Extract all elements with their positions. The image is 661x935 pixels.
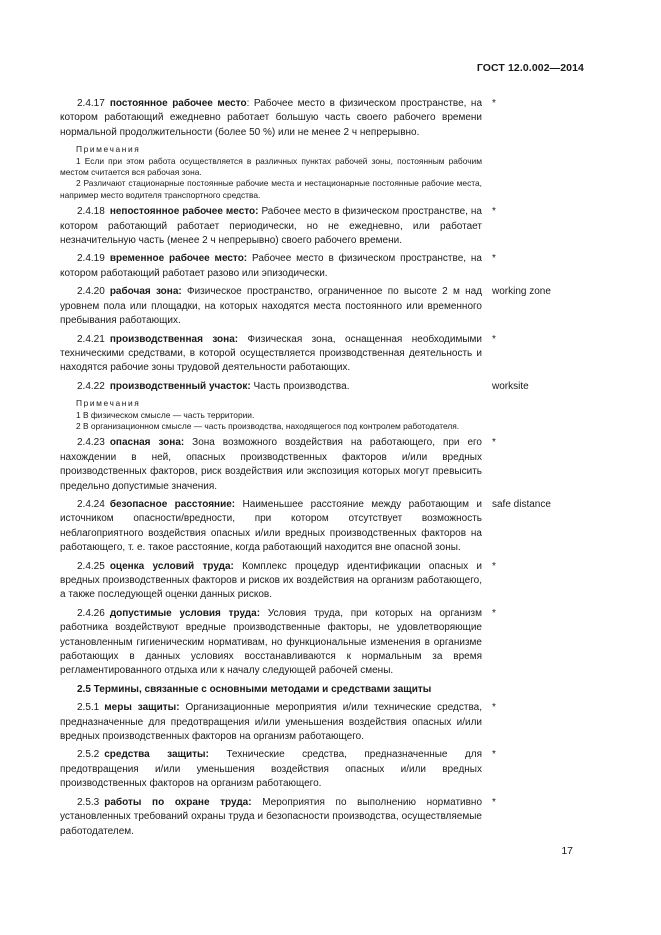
term-name: допустимые условия труда: (109, 607, 261, 619)
term-name: меры защиты: (104, 702, 180, 714)
term-entry-2-4-25 (60, 560, 598, 603)
term-number: 2.4.23 (77, 437, 105, 449)
term-definition: Технические средства, предназначенные для предотвращения и/или уменьшения воздействия опасных и/или вредных производственных факторов на организм работающего. (60, 749, 482, 790)
term-definition: Часть производства. (250, 380, 350, 392)
term-entry-2-4-17 (60, 97, 598, 140)
term-definition: Комплекс процедур идентификации опасных и вредных производственных факторов и рисков их воздействия на организм работающего, а также последующей оценки данных рисков. (60, 560, 482, 601)
term-entry-2-4-24 (60, 498, 598, 556)
term-equivalent: * (492, 796, 496, 808)
term-text (60, 97, 482, 140)
term-text (60, 205, 482, 248)
term-definition: Зона возможного воздействия на работающего, при его нахождении в ней, опасных производственных факторов и/или вредных производственных факторов, риск воздействия или экспозиция которых могут превысить предельно допустимые значения. (60, 437, 482, 492)
term-definition: Условия труда, при которых на организм работника воздействуют вредные производственные факторы, не удовлетворяющие установленным гигиеническим нормативам, но функциональные изменения в организме работающих в данных условиях восстанавливаются к нормальным за время регламентированного отдыха или к началу следующей рабочей смены. (60, 607, 483, 677)
term-name: безопасное расстояние: (109, 498, 236, 510)
term-entry-2-4-21 (60, 333, 598, 376)
term-number: 2.4.19 (77, 253, 105, 265)
notes-block-1 (60, 144, 482, 201)
term-entry-2-5-2 (60, 748, 598, 791)
note-item: 1 В физическом смысле — часть территории. (76, 409, 255, 420)
term-text (60, 701, 482, 744)
term-entry-2-4-22 (60, 380, 598, 394)
term-definition: Физическая зона, оснащенная необходимыми техническими средствами, в которой осуществляется производственная деятельность и находятся рабочие зоны трудовой деятельности работающих. (60, 333, 482, 374)
term-entry-2-4-23 (60, 436, 598, 494)
term-number: 2.4.22 (77, 380, 105, 392)
term-equivalent: * (492, 206, 496, 218)
term-equivalent: * (492, 560, 496, 572)
term-definition: Наименьшее расстояние между работающим и источником опасности/вредности, при котором отсутствует возможность неблагоприятного воздействия опасных и/или вредных производственных факторов на работающего, т. е. такое расстояние, когда работающий находится вне опасной зоны. (60, 498, 482, 554)
term-definition: Рабочее место в физическом пространстве, на котором работающий работает периодически, но не ежедневно, или работает незначительную часть (менее 2 ч непрерывно) своего рабочего времени. (60, 206, 482, 247)
term-number: 2.4.18 (77, 206, 105, 218)
term-number: 2.4.17 (77, 98, 105, 109)
note-item: 1 Если при этом работа осуществляется в различных пунктах рабочей зоны, постоянным рабочим местом считается вся рабочая зона. (60, 155, 482, 178)
term-text (60, 285, 482, 328)
section-heading-2-5: 2.5 Термины, связанные с основными методами и средствами защиты (77, 683, 432, 695)
term-text (60, 748, 482, 791)
term-entry-2-4-19 (60, 252, 598, 281)
term-definition: Организационные мероприятия и/или технические средства, предназначенные для предотвращения и/или уменьшения воздействия опасных и/или вредных производственных факторов на организм работающего. (60, 702, 482, 743)
term-text (60, 796, 482, 839)
term-entry-2-4-20 (60, 285, 598, 328)
term-text (60, 380, 482, 394)
term-number: 2.4.20 (77, 286, 105, 298)
term-name: производственная зона: (109, 333, 239, 345)
term-name: средства защиты: (104, 749, 209, 761)
term-number: 2.4.21 (77, 333, 105, 345)
term-separator: : (246, 98, 250, 109)
term-definition: Рабочее место в физическом пространстве, на котором работающий работает разово или эпизодически. (60, 253, 482, 279)
term-entry-2-5-1 (60, 701, 598, 744)
term-name: временное рабочее место: (109, 253, 248, 265)
term-entry-2-5-3 (60, 796, 598, 839)
term-text (60, 436, 482, 494)
notes-title: Примечания (76, 398, 141, 409)
notes-title: Примечания (76, 144, 141, 155)
term-number: 2.5.3 (77, 796, 100, 808)
term-text (60, 333, 482, 376)
term-equivalent: safe distance (492, 498, 551, 510)
term-number: 2.4.26 (77, 607, 105, 619)
term-equivalent: * (492, 437, 496, 449)
term-definition: Рабочее место в физическом пространстве, на котором работающий ежедневно работает большую часть своего рабочего времени нормальной продолжительности (более 50 %) или не менее 2 ч непрерывно. (60, 98, 483, 138)
term-name: рабочая зона: (109, 286, 182, 298)
term-equivalent: * (492, 253, 496, 265)
term-number: 2.5.1 (77, 702, 100, 714)
term-number: 2.4.24 (77, 498, 105, 510)
term-equivalent: * (492, 98, 496, 109)
term-name: опасная зона: (109, 437, 185, 449)
term-equivalent: * (492, 333, 496, 345)
note-item: 2 В организационном смысле — часть производства, находящегося под контролем работодателя. (76, 420, 460, 431)
term-name: оценка условий труда: (109, 560, 234, 572)
page-number: 17 (561, 845, 573, 857)
term-text (60, 607, 482, 679)
term-definition: Мероприятия по выполнению нормативно установленных требований охраны труда и безопасности производства, осуществляемые работодателем. (60, 796, 482, 837)
term-name: непостоянное рабочее место: (109, 206, 259, 218)
term-text (60, 498, 482, 556)
term-number: 2.5.2 (77, 749, 100, 761)
term-equivalent: working zone (492, 286, 551, 298)
term-equivalent: * (492, 607, 496, 619)
term-number: 2.4.25 (77, 560, 105, 572)
term-name: работы по охране труда: (104, 796, 252, 808)
term-entry-2-4-26 (60, 607, 598, 679)
term-entry-2-4-18 (60, 205, 598, 248)
document-standard-header: ГОСТ 12.0.002—2014 (476, 62, 584, 74)
term-text (60, 252, 482, 281)
term-equivalent: * (492, 749, 496, 761)
term-name: производственный участок: (109, 380, 251, 392)
term-definition: Физическое пространство, ограниченное по высоте 2 м над уровнем пола или площадки, на которых находятся места постоянного или временного пребывания работающих. (60, 286, 483, 327)
term-text (60, 560, 482, 603)
term-name: постоянное рабочее место (109, 98, 247, 109)
term-equivalent: worksite (492, 380, 529, 392)
term-equivalent: * (492, 702, 496, 714)
note-item: 2 Различают стационарные постоянные рабочие места и нестационарные постоянные рабочие места, например место водителя транспортного средства. (60, 178, 482, 200)
terms-content (60, 97, 598, 843)
notes-block-2 (60, 398, 482, 432)
